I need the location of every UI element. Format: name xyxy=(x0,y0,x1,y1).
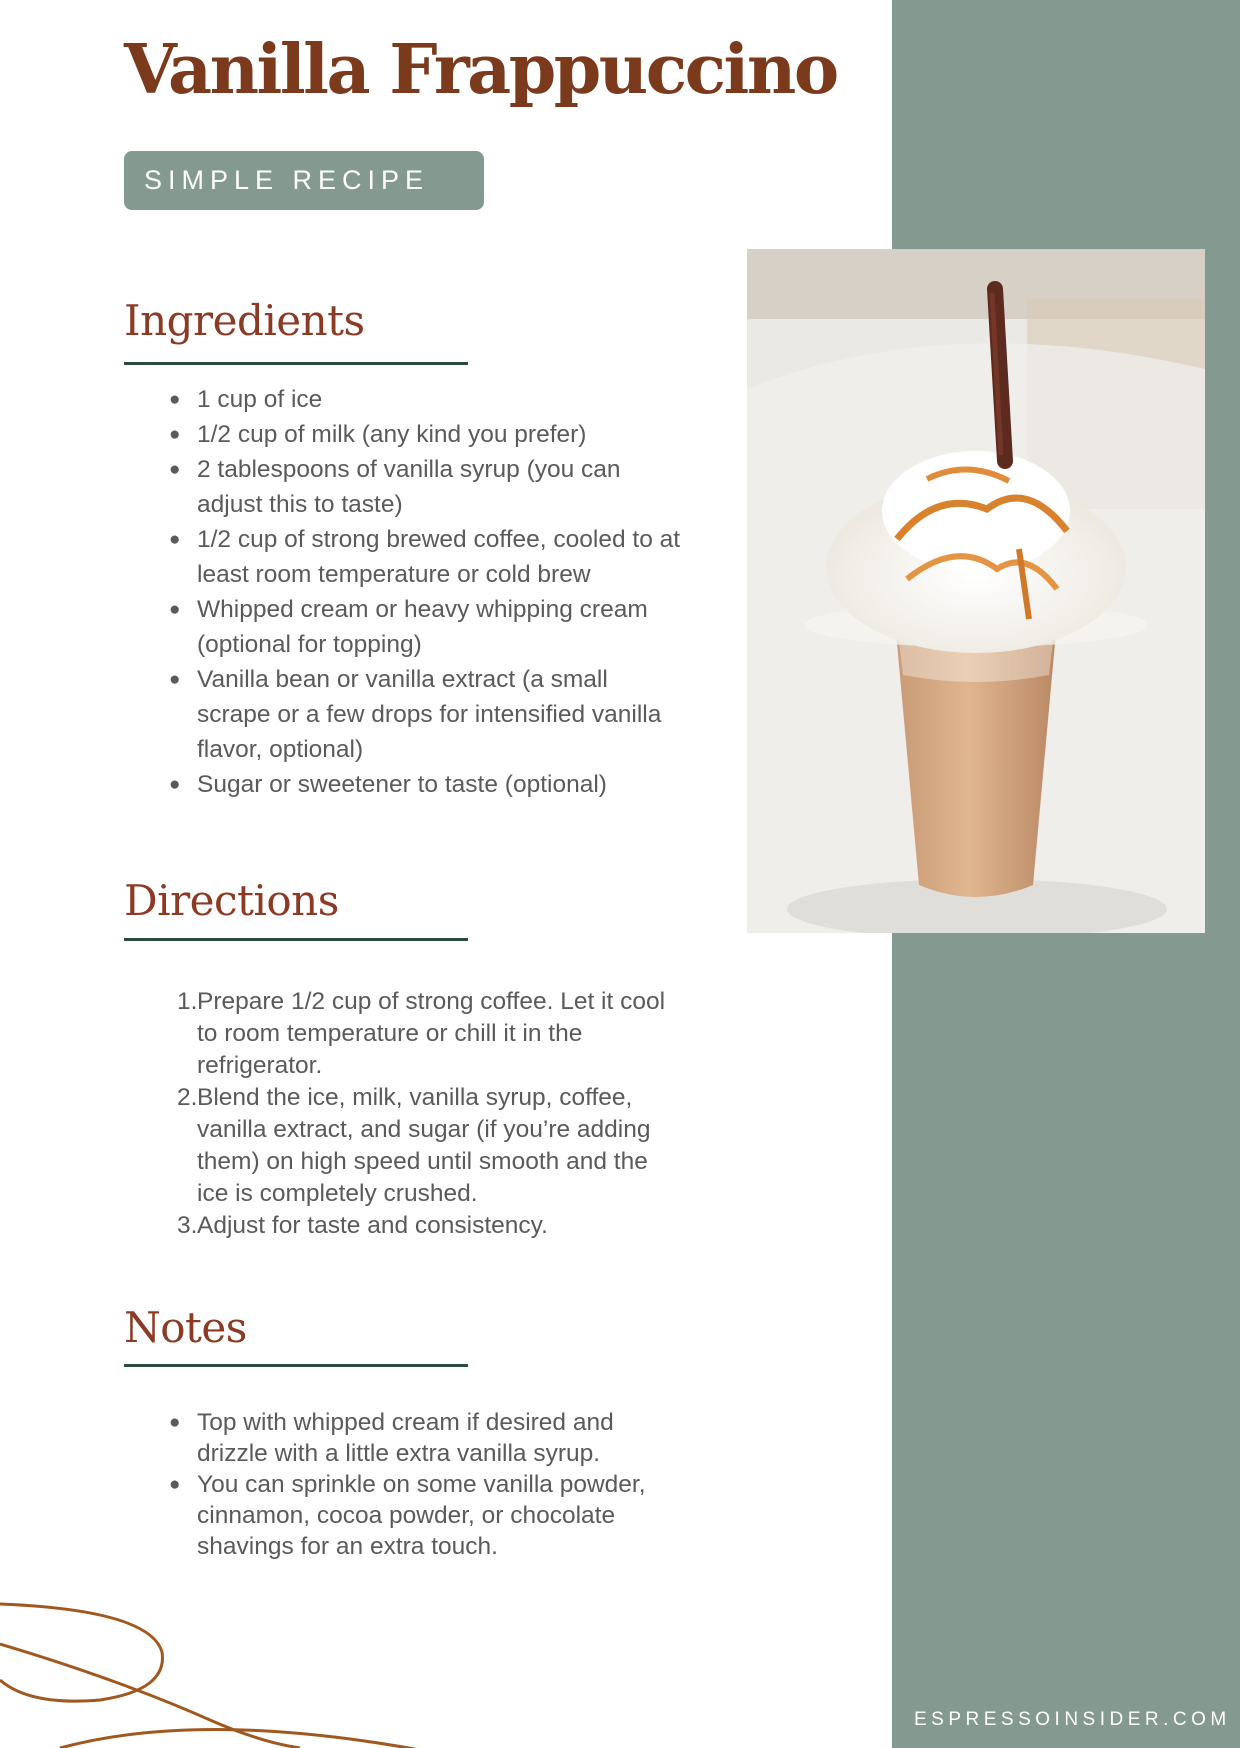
step-number: 3. xyxy=(177,1212,198,1239)
item-text: Vanilla bean or vanilla extract (a small scrape or a few drops for intensified vanilla flavor, optional) xyxy=(197,666,662,763)
bullet-icon: ● xyxy=(169,424,181,445)
bullet-icon: ● xyxy=(169,529,181,550)
step-number: 2. xyxy=(177,1084,198,1111)
item-text: Blend the ice, milk, vanilla syrup, coffee, vanilla extract, and sugar (if you’re adding them) on high speed until smooth and the ice is completely crushed. xyxy=(197,1084,651,1207)
list-item xyxy=(124,382,684,417)
list-item xyxy=(124,417,684,452)
directions-list xyxy=(124,986,684,1242)
item-text: You can sprinkle on some vanilla powder, cinnamon, cocoa powder, or chocolate shavings for an extra touch. xyxy=(197,1471,646,1560)
item-text: 2 tablespoons of vanilla syrup (you can adjust this to taste) xyxy=(197,456,621,518)
item-text: 1/2 cup of strong brewed coffee, cooled to at least room temperature or cold brew xyxy=(197,526,681,588)
bullet-icon: ● xyxy=(169,669,181,690)
list-item xyxy=(124,522,684,592)
list-item xyxy=(124,662,684,767)
bullet-icon: ● xyxy=(169,1474,181,1495)
bullet-icon: ● xyxy=(169,1412,181,1433)
website-footer: ESPRESSOINSIDER.COM xyxy=(914,1709,1231,1730)
ingredients-heading: Ingredients xyxy=(124,296,365,345)
direction-step xyxy=(124,1210,684,1242)
directions-heading: Directions xyxy=(124,876,339,925)
ingredients-list xyxy=(124,382,684,802)
ingredients-divider xyxy=(124,362,468,365)
notes-heading: Notes xyxy=(124,1303,247,1352)
item-text: Top with whipped cream if desired and drizzle with a little extra vanilla syrup. xyxy=(197,1409,614,1467)
bullet-icon: ● xyxy=(169,459,181,480)
item-text: Adjust for taste and consistency. xyxy=(197,1212,548,1239)
item-text: 1 cup of ice xyxy=(197,386,323,413)
bullet-icon: ● xyxy=(169,389,181,410)
item-text: Whipped cream or heavy whipping cream (optional for topping) xyxy=(197,596,648,658)
direction-step xyxy=(124,986,684,1082)
direction-step xyxy=(124,1082,684,1210)
list-item xyxy=(124,1469,684,1562)
bullet-icon: ● xyxy=(169,599,181,620)
item-text: 1/2 cup of milk (any kind you prefer) xyxy=(197,421,587,448)
list-item xyxy=(124,767,684,802)
recipe-title: Vanilla Frappuccino xyxy=(124,30,837,110)
step-number: 1. xyxy=(177,988,198,1015)
directions-divider xyxy=(124,938,468,941)
frappuccino-photo xyxy=(747,249,1205,933)
item-text: Sugar or sweetener to taste (optional) xyxy=(197,771,607,798)
list-item xyxy=(124,592,684,662)
notes-divider xyxy=(124,1364,468,1367)
simple-recipe-tag: SIMPLE RECIPE xyxy=(124,151,484,210)
decorative-swirl-icon xyxy=(0,1590,460,1748)
list-item xyxy=(124,1407,684,1469)
notes-list xyxy=(124,1407,684,1562)
bullet-icon: ● xyxy=(169,774,181,795)
list-item xyxy=(124,452,684,522)
item-text: Prepare 1/2 cup of strong coffee. Let it cool to room temperature or chill it in the refrigerator. xyxy=(197,988,666,1079)
